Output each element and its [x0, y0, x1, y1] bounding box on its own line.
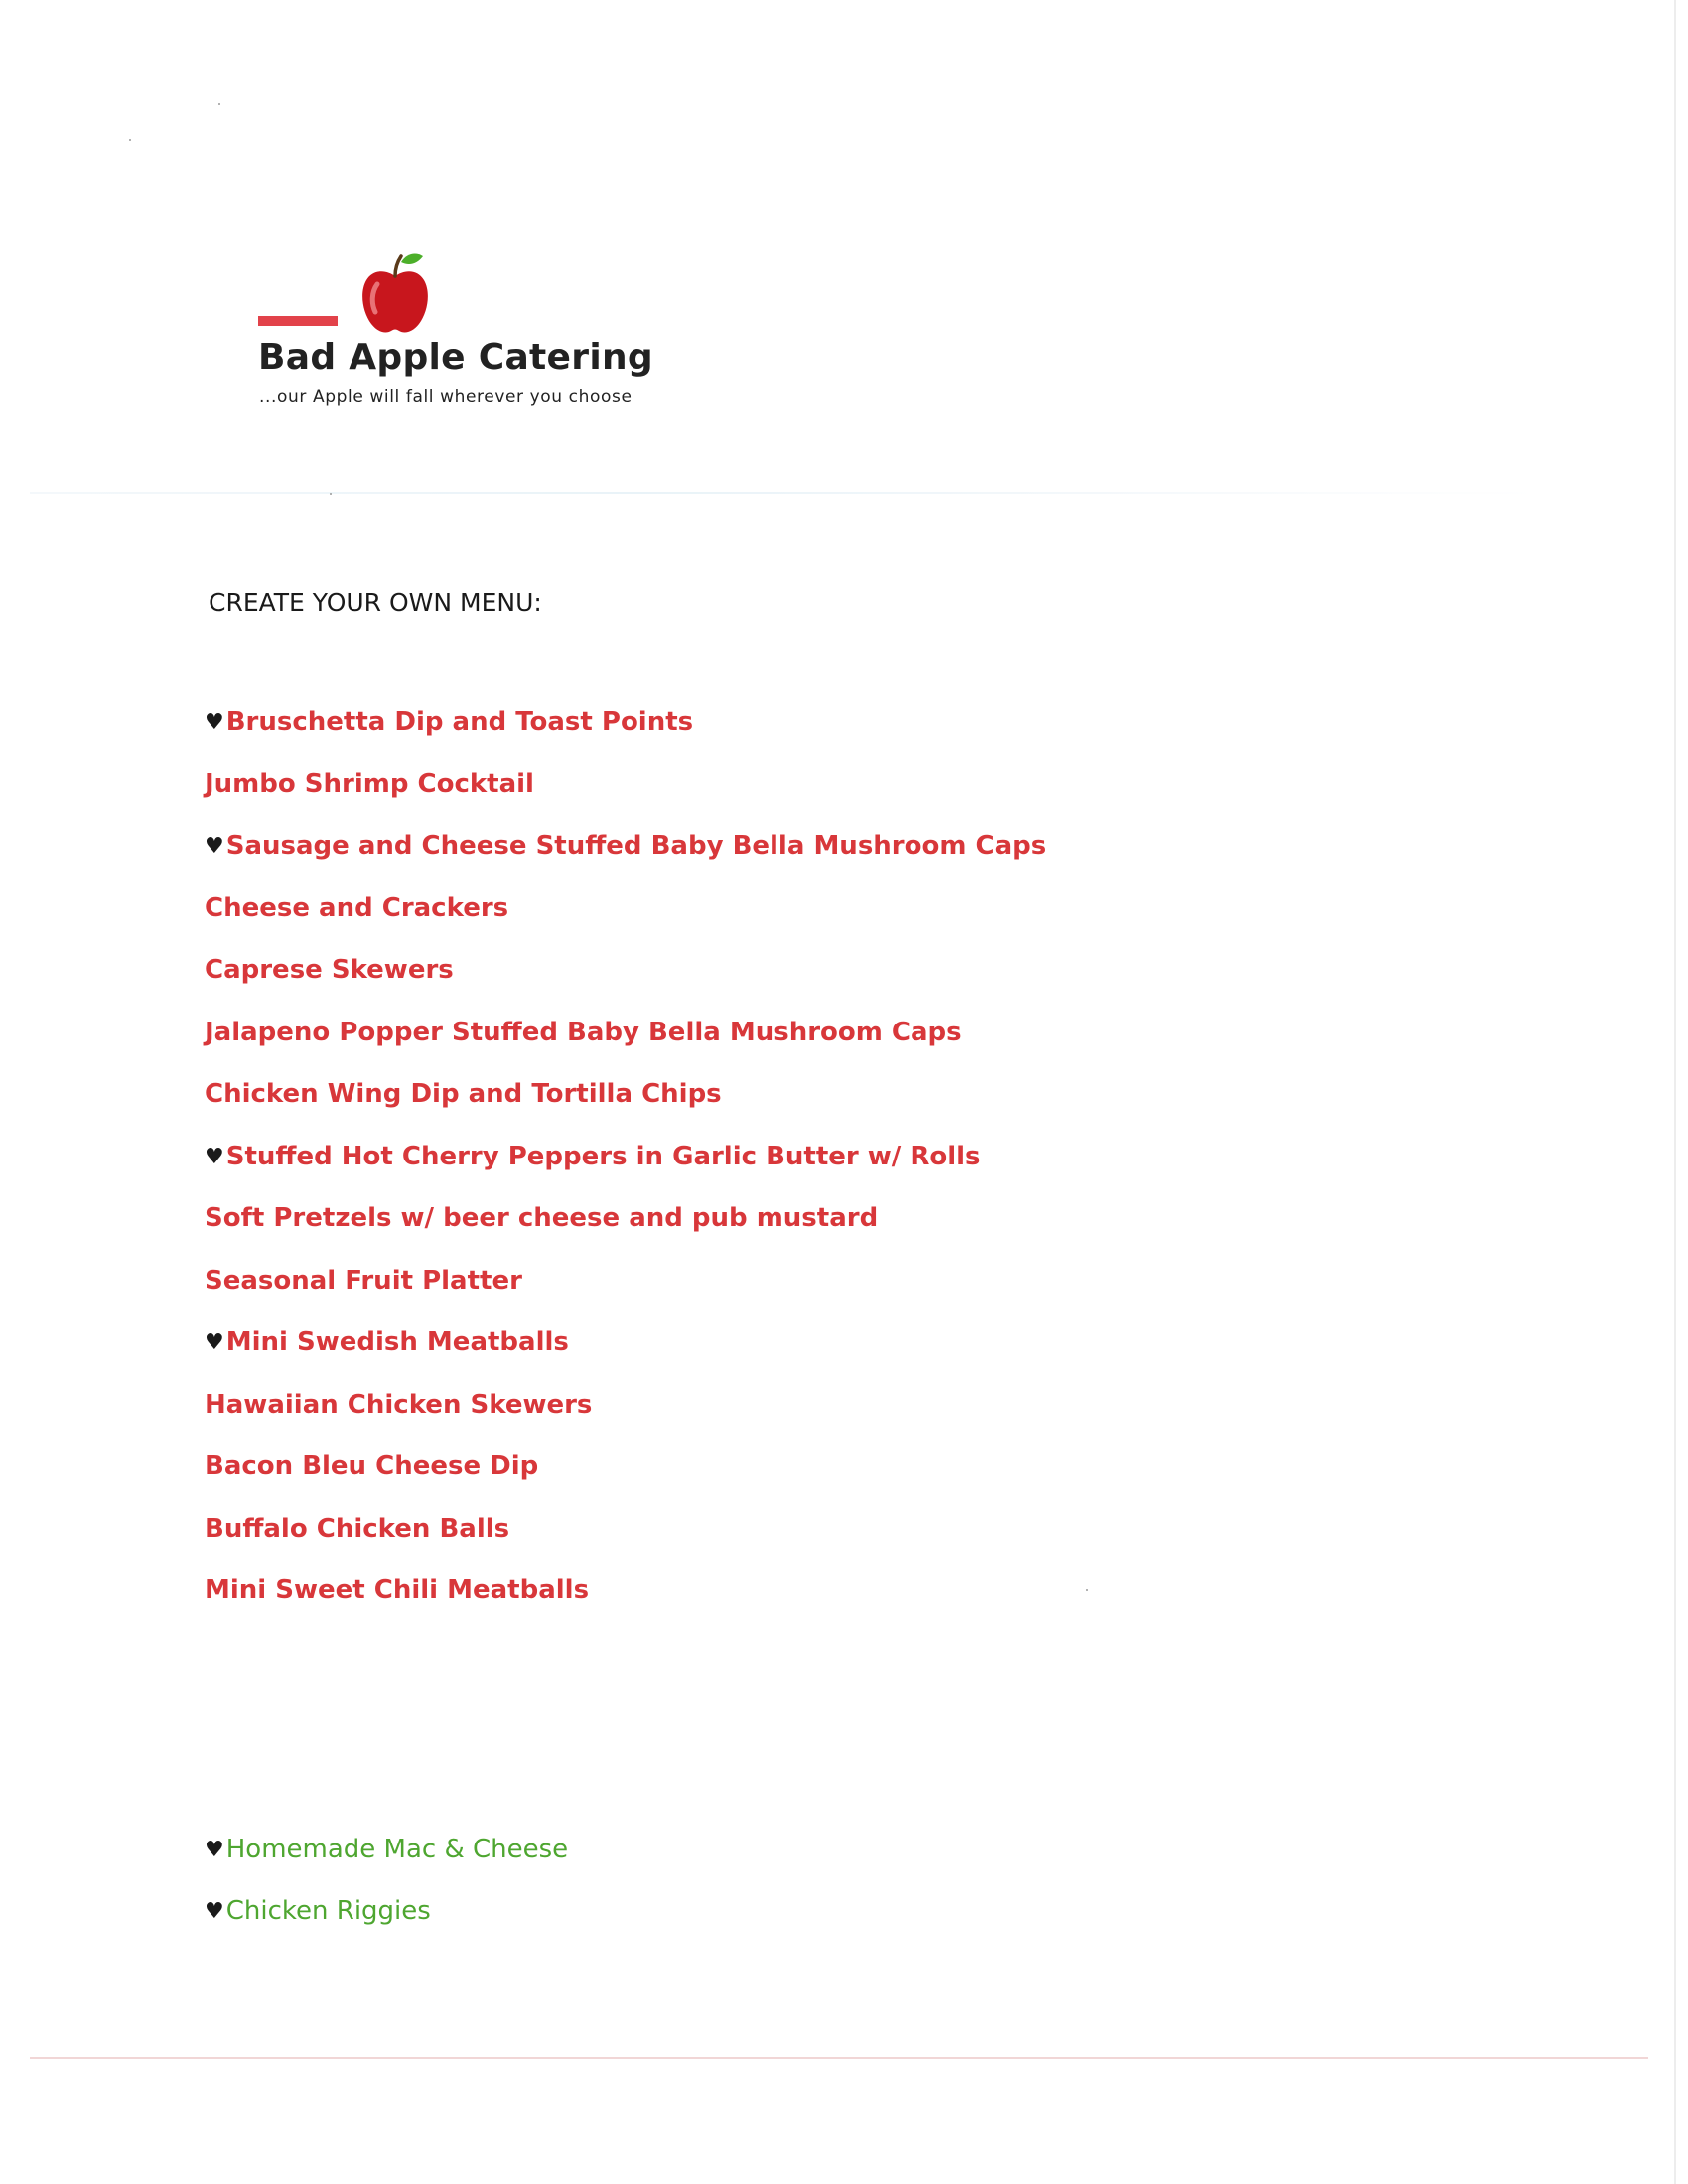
menu-item-label: Seasonal Fruit Platter	[205, 1265, 522, 1296]
menu-item	[205, 1203, 878, 1233]
heart-icon: ♥	[205, 1144, 224, 1169]
menu-item-label: Mini Swedish Meatballs	[225, 1327, 569, 1357]
scan-speck	[129, 139, 131, 141]
menu-item-label: Jalapeno Popper Stuffed Baby Bella Mushroom Caps	[205, 1017, 962, 1047]
menu-item	[205, 893, 508, 923]
side-item	[205, 1835, 568, 1864]
heart-icon: ♥	[205, 1330, 224, 1355]
menu-item	[205, 1575, 589, 1605]
menu-item-label: Hawaiian Chicken Skewers	[205, 1389, 593, 1420]
heart-icon: ♥	[205, 1899, 224, 1924]
scan-speck	[1086, 1589, 1088, 1591]
menu-item-label: Stuffed Hot Cherry Peppers in Garlic Butter w/ Rolls	[225, 1141, 981, 1171]
menu-item	[205, 831, 1046, 861]
menu-item-label: Mini Sweet Chili Meatballs	[205, 1575, 590, 1605]
menu-item	[205, 1327, 569, 1357]
menu-heading: CREATE YOUR OWN MENU:	[209, 588, 542, 616]
menu-item	[205, 1514, 509, 1544]
page-edge	[1674, 0, 1676, 2184]
scan-speck	[330, 493, 332, 495]
heart-icon: ♥	[205, 1838, 224, 1862]
heart-icon: ♥	[205, 710, 224, 735]
menu-item-label: Bacon Bleu Cheese Dip	[205, 1451, 539, 1481]
heart-icon: ♥	[205, 834, 224, 859]
scan-speck	[218, 103, 220, 105]
menu-item	[205, 955, 454, 985]
menu-item-label: Bruschetta Dip and Toast Points	[225, 707, 694, 737]
menu-item-label: Jumbo Shrimp Cocktail	[205, 768, 534, 799]
menu-item-label: Soft Pretzels w/ beer cheese and pub mustard	[205, 1203, 879, 1233]
menu-item	[205, 707, 693, 737]
menu-item-label: Chicken Wing Dip and Tortilla Chips	[205, 1079, 722, 1109]
apple-icon	[357, 248, 433, 336]
brand-tagline: ...our Apple will fall wherever you choose	[259, 387, 633, 407]
brand-name: Bad Apple Catering	[258, 338, 653, 378]
side-item	[205, 1896, 431, 1926]
logo-accent-bar	[258, 316, 338, 326]
menu-item-label: Sausage and Cheese Stuffed Baby Bella Mushroom Caps	[225, 831, 1047, 861]
menu-item-label: Buffalo Chicken Balls	[205, 1513, 510, 1544]
menu-item	[205, 1266, 522, 1296]
menu-item	[205, 1018, 962, 1047]
footer-divider	[30, 2057, 1648, 2059]
menu-item	[205, 1390, 592, 1420]
menu-item	[205, 1451, 538, 1481]
menu-item	[205, 1079, 722, 1109]
menu-item-label: Caprese Skewers	[205, 955, 454, 985]
menu-item-label: Chicken Riggies	[225, 1896, 431, 1926]
menu-item	[205, 1142, 981, 1171]
menu-item-label: Homemade Mac & Cheese	[225, 1835, 569, 1864]
menu-item	[205, 769, 534, 799]
header-divider	[30, 492, 1539, 494]
menu-item-label: Cheese and Crackers	[205, 892, 509, 923]
